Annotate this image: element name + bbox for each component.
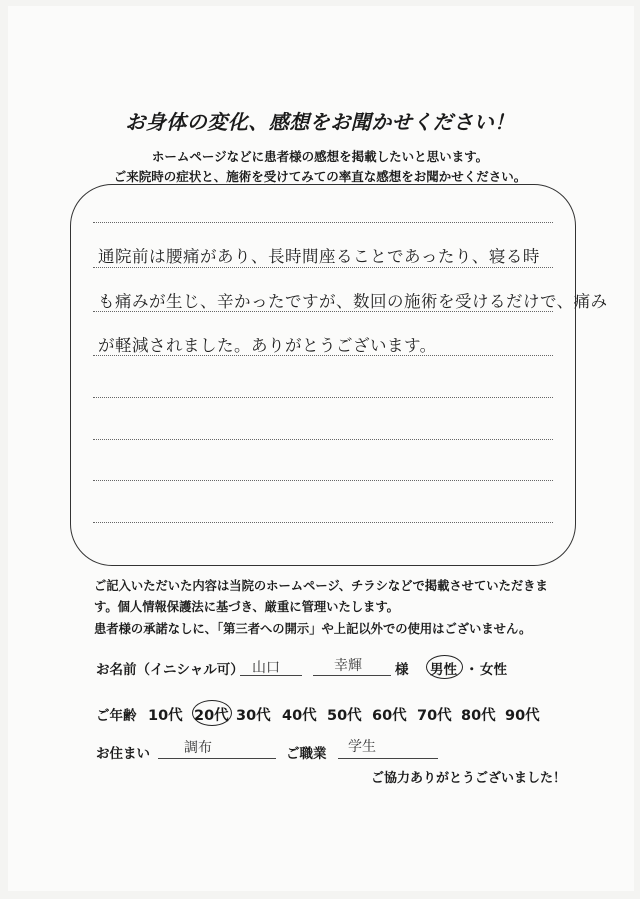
comment-line-1: 通院前は腰痛があり、長時間座ることであったり、寝る時 bbox=[98, 247, 540, 266]
gender-male: 男性 bbox=[430, 662, 457, 678]
given-name-underline bbox=[313, 675, 391, 676]
age-option-80: 80代 bbox=[461, 708, 496, 724]
writing-line bbox=[93, 439, 553, 440]
job-underline bbox=[338, 758, 438, 759]
age-option-20: 20代 bbox=[194, 708, 229, 724]
age-option-30: 30代 bbox=[236, 708, 271, 724]
job-value: 学生 bbox=[348, 739, 376, 755]
address-underline bbox=[158, 758, 276, 759]
notice-line-1: ご記入いただいた内容は当院のホームページ、チラシなどで掲載させていただきま bbox=[94, 579, 548, 593]
writing-line bbox=[93, 522, 553, 523]
writing-line bbox=[93, 397, 553, 398]
age-option-70: 70代 bbox=[417, 708, 452, 724]
address-label: お住まい bbox=[96, 746, 150, 762]
name-label: お名前（イニシャル可） bbox=[96, 662, 244, 678]
gender-separator: ・ bbox=[465, 662, 479, 678]
comment-line-2: も痛みが生じ、辛かったですが、数回の施術を受けるだけで、痛み bbox=[98, 292, 608, 311]
job-label: ご職業 bbox=[286, 746, 327, 762]
writing-line bbox=[93, 222, 553, 223]
notice-line-2: す。個人情報保護法に基づき、厳重に管理いたします。 bbox=[94, 600, 399, 614]
thanks-message: ご協力ありがとうございました！ bbox=[371, 771, 567, 786]
honorific: 様 bbox=[395, 662, 409, 678]
given-name-value: 幸輝 bbox=[334, 658, 362, 674]
form-title: お身体の変化、感想をお聞かせください！ bbox=[125, 110, 515, 134]
age-label: ご年齢 bbox=[96, 708, 137, 724]
age-option-90: 90代 bbox=[505, 708, 540, 724]
age-option-60: 60代 bbox=[372, 708, 407, 724]
gender-female: 女性 bbox=[480, 662, 507, 678]
intro-line-2: ご来院時の症状と、施術を受けてみての率直な感想をお聞かせください。 bbox=[113, 169, 527, 184]
comment-box bbox=[70, 184, 576, 566]
surname-value: 山口 bbox=[252, 660, 280, 676]
intro-line-1: ホームページなどに患者様の感想を掲載したいと思います。 bbox=[151, 149, 489, 164]
writing-line bbox=[93, 267, 553, 268]
address-value: 調布 bbox=[184, 740, 212, 756]
age-option-40: 40代 bbox=[282, 708, 317, 724]
notice-line-3: 患者様の承諾なしに、「第三者への開示」や上記以外での使用はございません。 bbox=[94, 622, 532, 636]
writing-line bbox=[93, 480, 553, 481]
comment-line-3: が軽減されました。ありがとうございます。 bbox=[98, 336, 437, 355]
age-option-10: 10代 bbox=[148, 708, 183, 724]
age-option-50: 50代 bbox=[327, 708, 362, 724]
